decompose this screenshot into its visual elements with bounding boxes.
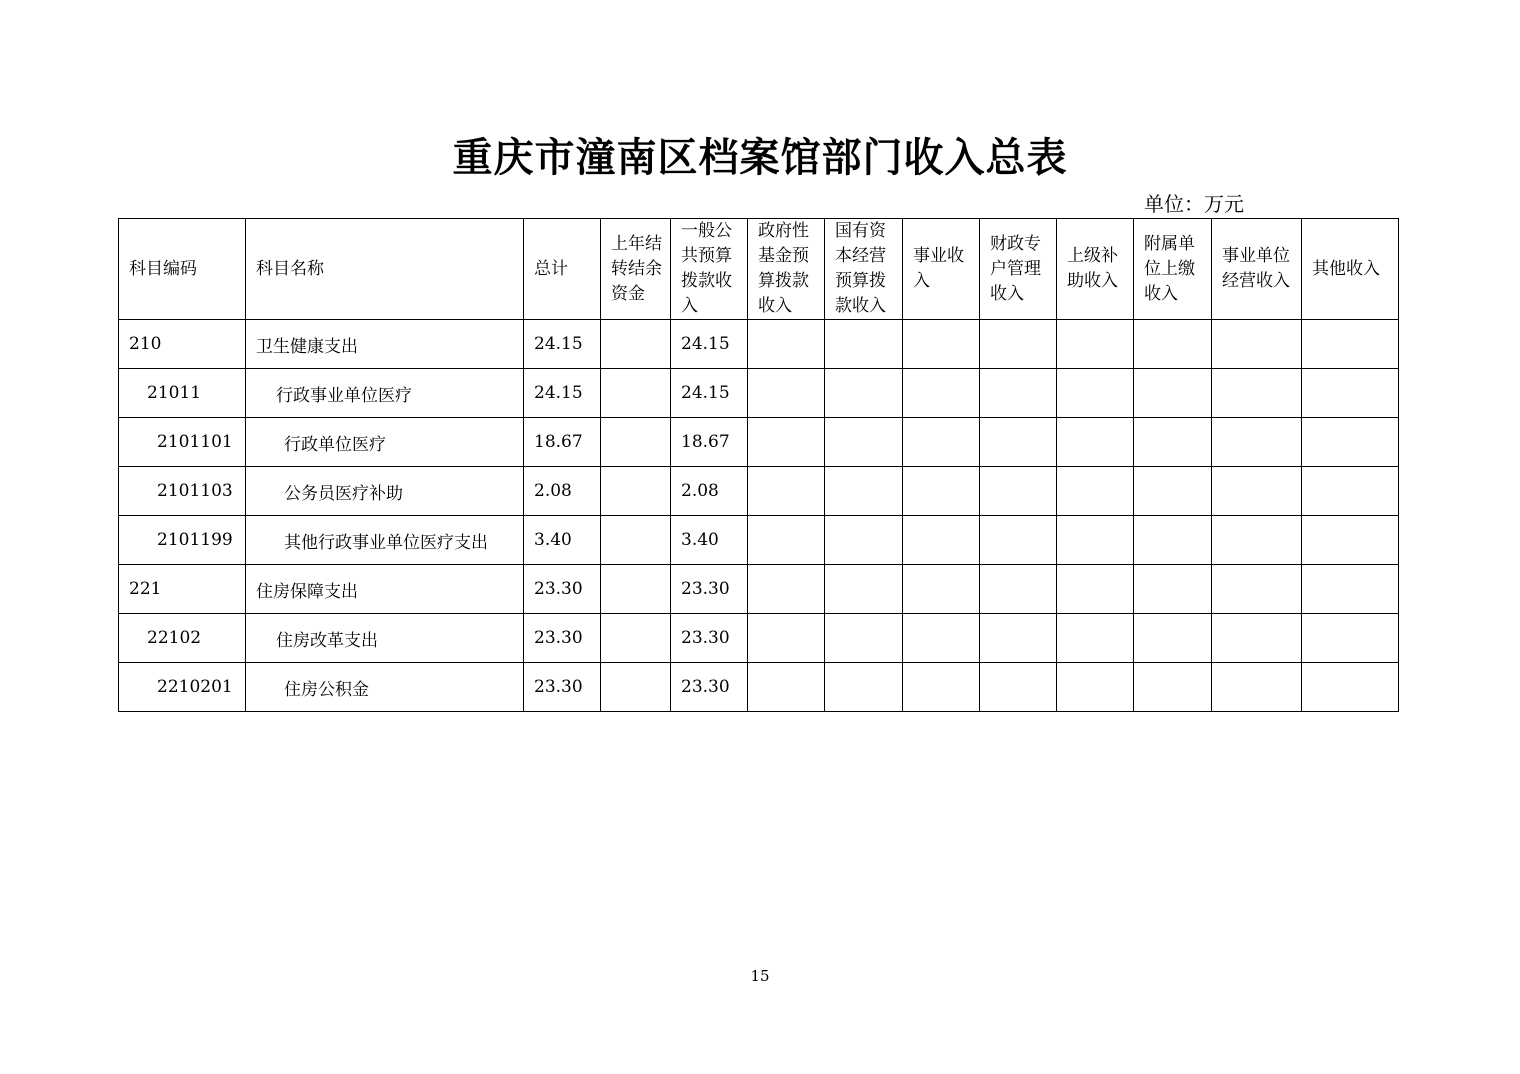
cell-state-capital bbox=[825, 320, 903, 369]
cell-business-income bbox=[903, 565, 980, 614]
cell-other bbox=[1302, 320, 1399, 369]
header-name: 科目名称 bbox=[246, 219, 524, 320]
page-number: 15 bbox=[750, 967, 770, 985]
cell-gov-fund bbox=[748, 516, 825, 565]
cell-business-income bbox=[903, 614, 980, 663]
cell-other bbox=[1302, 516, 1399, 565]
cell-superior-subsidy bbox=[1057, 614, 1134, 663]
cell-gov-fund bbox=[748, 663, 825, 712]
cell-code: 210 bbox=[119, 320, 246, 369]
cell-code: 22102 bbox=[119, 614, 246, 663]
cell-fiscal-account bbox=[980, 418, 1057, 467]
cell-carryover bbox=[601, 418, 671, 467]
cell-carryover bbox=[601, 663, 671, 712]
cell-total: 23.30 bbox=[524, 663, 601, 712]
cell-affiliated bbox=[1134, 369, 1212, 418]
cell-operating bbox=[1212, 320, 1302, 369]
header-total: 总计 bbox=[524, 219, 601, 320]
cell-name: 住房保障支出 bbox=[246, 565, 524, 614]
table-row bbox=[119, 516, 1399, 565]
cell-superior-subsidy bbox=[1057, 467, 1134, 516]
cell-affiliated bbox=[1134, 418, 1212, 467]
header-general-budget: 一般公共预算拨款收入 bbox=[671, 219, 748, 320]
cell-fiscal-account bbox=[980, 467, 1057, 516]
header-gov-fund: 政府性基金预算拨款收入 bbox=[748, 219, 825, 320]
cell-other bbox=[1302, 565, 1399, 614]
cell-operating bbox=[1212, 614, 1302, 663]
table-row bbox=[119, 467, 1399, 516]
cell-code: 21011 bbox=[119, 369, 246, 418]
cell-business-income bbox=[903, 516, 980, 565]
cell-code: 221 bbox=[119, 565, 246, 614]
cell-carryover bbox=[601, 614, 671, 663]
cell-operating bbox=[1212, 663, 1302, 712]
cell-superior-subsidy bbox=[1057, 663, 1134, 712]
cell-gov-fund bbox=[748, 369, 825, 418]
cell-affiliated bbox=[1134, 565, 1212, 614]
cell-other bbox=[1302, 369, 1399, 418]
cell-state-capital bbox=[825, 369, 903, 418]
table-row bbox=[119, 565, 1399, 614]
cell-state-capital bbox=[825, 565, 903, 614]
header-business-income: 事业收入 bbox=[903, 219, 980, 320]
table-row bbox=[119, 663, 1399, 712]
cell-state-capital bbox=[825, 516, 903, 565]
cell-gov-fund bbox=[748, 418, 825, 467]
cell-fiscal-account bbox=[980, 516, 1057, 565]
cell-business-income bbox=[903, 369, 980, 418]
cell-carryover bbox=[601, 369, 671, 418]
cell-name: 住房改革支出 bbox=[246, 614, 524, 663]
cell-carryover bbox=[601, 467, 671, 516]
cell-superior-subsidy bbox=[1057, 418, 1134, 467]
cell-state-capital bbox=[825, 614, 903, 663]
cell-total: 2.08 bbox=[524, 467, 601, 516]
cell-affiliated bbox=[1134, 516, 1212, 565]
cell-affiliated bbox=[1134, 467, 1212, 516]
header-other: 其他收入 bbox=[1302, 219, 1399, 320]
income-summary-table bbox=[118, 218, 1399, 712]
cell-affiliated bbox=[1134, 614, 1212, 663]
unit-label: 单位：万元 bbox=[1144, 192, 1244, 216]
cell-name: 住房公积金 bbox=[246, 663, 524, 712]
cell-total: 23.30 bbox=[524, 565, 601, 614]
cell-code: 2101199 bbox=[119, 516, 246, 565]
cell-total: 24.15 bbox=[524, 369, 601, 418]
header-operating: 事业单位经营收入 bbox=[1212, 219, 1302, 320]
header-carryover: 上年结转结余资金 bbox=[601, 219, 671, 320]
cell-fiscal-account bbox=[980, 320, 1057, 369]
cell-name: 其他行政事业单位医疗支出 bbox=[246, 516, 524, 565]
header-code: 科目编码 bbox=[119, 219, 246, 320]
table-row bbox=[119, 320, 1399, 369]
cell-other bbox=[1302, 663, 1399, 712]
cell-general-budget: 2.08 bbox=[671, 467, 748, 516]
cell-fiscal-account bbox=[980, 663, 1057, 712]
cell-fiscal-account bbox=[980, 614, 1057, 663]
cell-business-income bbox=[903, 418, 980, 467]
cell-superior-subsidy bbox=[1057, 565, 1134, 614]
cell-superior-subsidy bbox=[1057, 516, 1134, 565]
cell-carryover bbox=[601, 516, 671, 565]
table-row bbox=[119, 369, 1399, 418]
cell-gov-fund bbox=[748, 565, 825, 614]
cell-general-budget: 24.15 bbox=[671, 369, 748, 418]
header-affiliated: 附属单位上缴收入 bbox=[1134, 219, 1212, 320]
cell-code: 2101101 bbox=[119, 418, 246, 467]
cell-operating bbox=[1212, 467, 1302, 516]
cell-operating bbox=[1212, 516, 1302, 565]
cell-operating bbox=[1212, 565, 1302, 614]
cell-gov-fund bbox=[748, 467, 825, 516]
cell-state-capital bbox=[825, 663, 903, 712]
cell-total: 23.30 bbox=[524, 614, 601, 663]
cell-general-budget: 23.30 bbox=[671, 565, 748, 614]
cell-state-capital bbox=[825, 418, 903, 467]
cell-gov-fund bbox=[748, 614, 825, 663]
cell-operating bbox=[1212, 369, 1302, 418]
cell-carryover bbox=[601, 320, 671, 369]
cell-fiscal-account bbox=[980, 565, 1057, 614]
cell-name: 行政事业单位医疗 bbox=[246, 369, 524, 418]
cell-other bbox=[1302, 418, 1399, 467]
cell-name: 行政单位医疗 bbox=[246, 418, 524, 467]
cell-other bbox=[1302, 467, 1399, 516]
cell-total: 18.67 bbox=[524, 418, 601, 467]
cell-affiliated bbox=[1134, 663, 1212, 712]
cell-carryover bbox=[601, 565, 671, 614]
cell-superior-subsidy bbox=[1057, 369, 1134, 418]
cell-business-income bbox=[903, 320, 980, 369]
cell-total: 24.15 bbox=[524, 320, 601, 369]
cell-business-income bbox=[903, 467, 980, 516]
cell-general-budget: 18.67 bbox=[671, 418, 748, 467]
table-row bbox=[119, 614, 1399, 663]
page-title: 重庆市潼南区档案馆部门收入总表 bbox=[452, 134, 1068, 181]
cell-general-budget: 23.30 bbox=[671, 663, 748, 712]
cell-general-budget: 3.40 bbox=[671, 516, 748, 565]
cell-code: 2101103 bbox=[119, 467, 246, 516]
table-header-row bbox=[119, 219, 1399, 320]
cell-operating bbox=[1212, 418, 1302, 467]
cell-total: 3.40 bbox=[524, 516, 601, 565]
header-superior-subsidy: 上级补助收入 bbox=[1057, 219, 1134, 320]
table-row bbox=[119, 418, 1399, 467]
cell-gov-fund bbox=[748, 320, 825, 369]
cell-name: 公务员医疗补助 bbox=[246, 467, 524, 516]
cell-superior-subsidy bbox=[1057, 320, 1134, 369]
cell-state-capital bbox=[825, 467, 903, 516]
cell-business-income bbox=[903, 663, 980, 712]
cell-affiliated bbox=[1134, 320, 1212, 369]
cell-fiscal-account bbox=[980, 369, 1057, 418]
header-state-capital: 国有资本经营预算拨款收入 bbox=[825, 219, 903, 320]
cell-name: 卫生健康支出 bbox=[246, 320, 524, 369]
cell-general-budget: 23.30 bbox=[671, 614, 748, 663]
cell-other bbox=[1302, 614, 1399, 663]
header-fiscal-account: 财政专户管理收入 bbox=[980, 219, 1057, 320]
cell-code: 2210201 bbox=[119, 663, 246, 712]
cell-general-budget: 24.15 bbox=[671, 320, 748, 369]
